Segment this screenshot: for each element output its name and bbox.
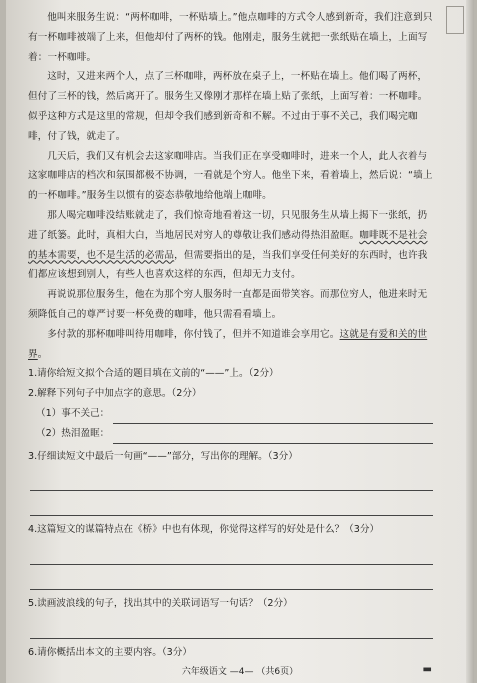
passage-paragraph-2: 这时，又进来两个人，点了三杯咖啡，两杯放在桌子上，一杯贴在墙上。他们喝了两杯，但付了三杯的钱，然后离开了。服务生又像刚才那样在墙上贴了张纸，上面写着：一杯咖啡。似乎这种方式是这里的常规，但却令我们感到新奇和不解。不过由于事不关己，我们喝完咖啡，付了钱，就走了。 bbox=[28, 71, 428, 142]
paragraph-6-text-b: 。 bbox=[37, 348, 48, 360]
answer-line-4-1[interactable] bbox=[30, 540, 433, 565]
answer-line-3-2[interactable] bbox=[30, 491, 433, 516]
question-2-item-2 bbox=[36, 424, 433, 444]
answer-line-5-1[interactable] bbox=[30, 614, 433, 639]
question-4: 4.这篇短文的谋篇特点在《桥》中也有体现，你觉得这样写的好处是什么？（3分） bbox=[28, 524, 380, 536]
corner-box bbox=[446, 6, 464, 34]
paragraph-4-text-a: 那人喝完咖啡没结账就走了，我们惊奇地看着这一切，只见服务生从墙上揭下一张纸，扔进了纸篓。此时，真相大白，当地居民对穷人的尊敬让我们感动得热泪盈眶。 bbox=[28, 209, 428, 241]
straight-underlined-sentence: 这就是有爱和关的世界 bbox=[28, 328, 428, 360]
page-footer: 六年级语文 —4— （共6页） bbox=[181, 667, 299, 677]
question-6: 6.请你概括出本文的主要内容。（3分） bbox=[28, 646, 192, 658]
paragraph-4-text-b: ，但需要指出的是，当我们享受任何美好的东西时，也许我们都应该想到别人，有些人也喜欢这样的东西，但却无力支付。 bbox=[28, 249, 428, 281]
page-edge-shadow bbox=[466, 0, 474, 683]
answer-line-3-1[interactable] bbox=[30, 466, 433, 491]
answer-line-2-2[interactable] bbox=[113, 431, 433, 444]
question-2: 2.解释下列句子中加点字的意思。（2分） bbox=[28, 388, 202, 400]
answer-line-4-2[interactable] bbox=[30, 565, 433, 590]
question-2-item-1-label: （1）事不关己： bbox=[36, 407, 110, 419]
wavy-underlined-sentence: 咖啡既不是社会的基本需要，也不是生活的必需品 bbox=[28, 229, 428, 261]
question-2-item-2-label: （2）热泪盈眶： bbox=[36, 427, 110, 439]
question-1: 1.请你给短文拟个合适的题目填在文前的“——”上。（2分） bbox=[28, 368, 279, 380]
footer-mark: ▬ bbox=[422, 664, 432, 675]
passage-paragraph-6 bbox=[28, 325, 433, 365]
question-2-item-1 bbox=[36, 404, 433, 424]
paragraph-6-text-a: 多付款的那杯咖啡叫待用咖啡，你付钱了，但并不知道谁会享用它。 bbox=[47, 328, 340, 340]
answer-line-2-1[interactable] bbox=[113, 411, 433, 424]
passage-paragraph-3: 几天后，我们又有机会去这家咖啡店。当我们正在享受咖啡时，进来一个人，此人衣着与这家咖啡店的档次和氛围都极不协调，一看就是个穷人。他坐下来，看着墙上，然后说：“墙上的一杯咖啡。”服务生以惯有的姿态恭敬地给他端上咖啡。 bbox=[28, 150, 433, 202]
passage-and-questions bbox=[28, 8, 433, 683]
passage-paragraph-5: 再说说那位服务生，他在为那个穷人服务时一直都是面带笑容。而那位穷人，他进来时无须降低自己的尊严讨要一杯免费的咖啡，他只需看看墙上。 bbox=[28, 289, 428, 320]
exam-page bbox=[6, 0, 474, 683]
passage-paragraph-4 bbox=[28, 206, 433, 285]
passage-paragraph-1: 他叫来服务生说：“两杯咖啡，一杯贴墙上。”他点咖啡的方式令人感到新奇，我们注意到只有一杯咖啡被端了上来，但他却付了两杯的钱。他刚走，服务生就把一张纸贴在墙上，上面写着：一杯咖啡。 bbox=[28, 12, 433, 63]
question-3: 3.仔细读短文中最后一句画“——”部分，写出你的理解。（3分） bbox=[28, 450, 298, 462]
question-5: 5.读画波浪线的句子，找出其中的关联词语写一句话？（2分） bbox=[28, 598, 293, 610]
